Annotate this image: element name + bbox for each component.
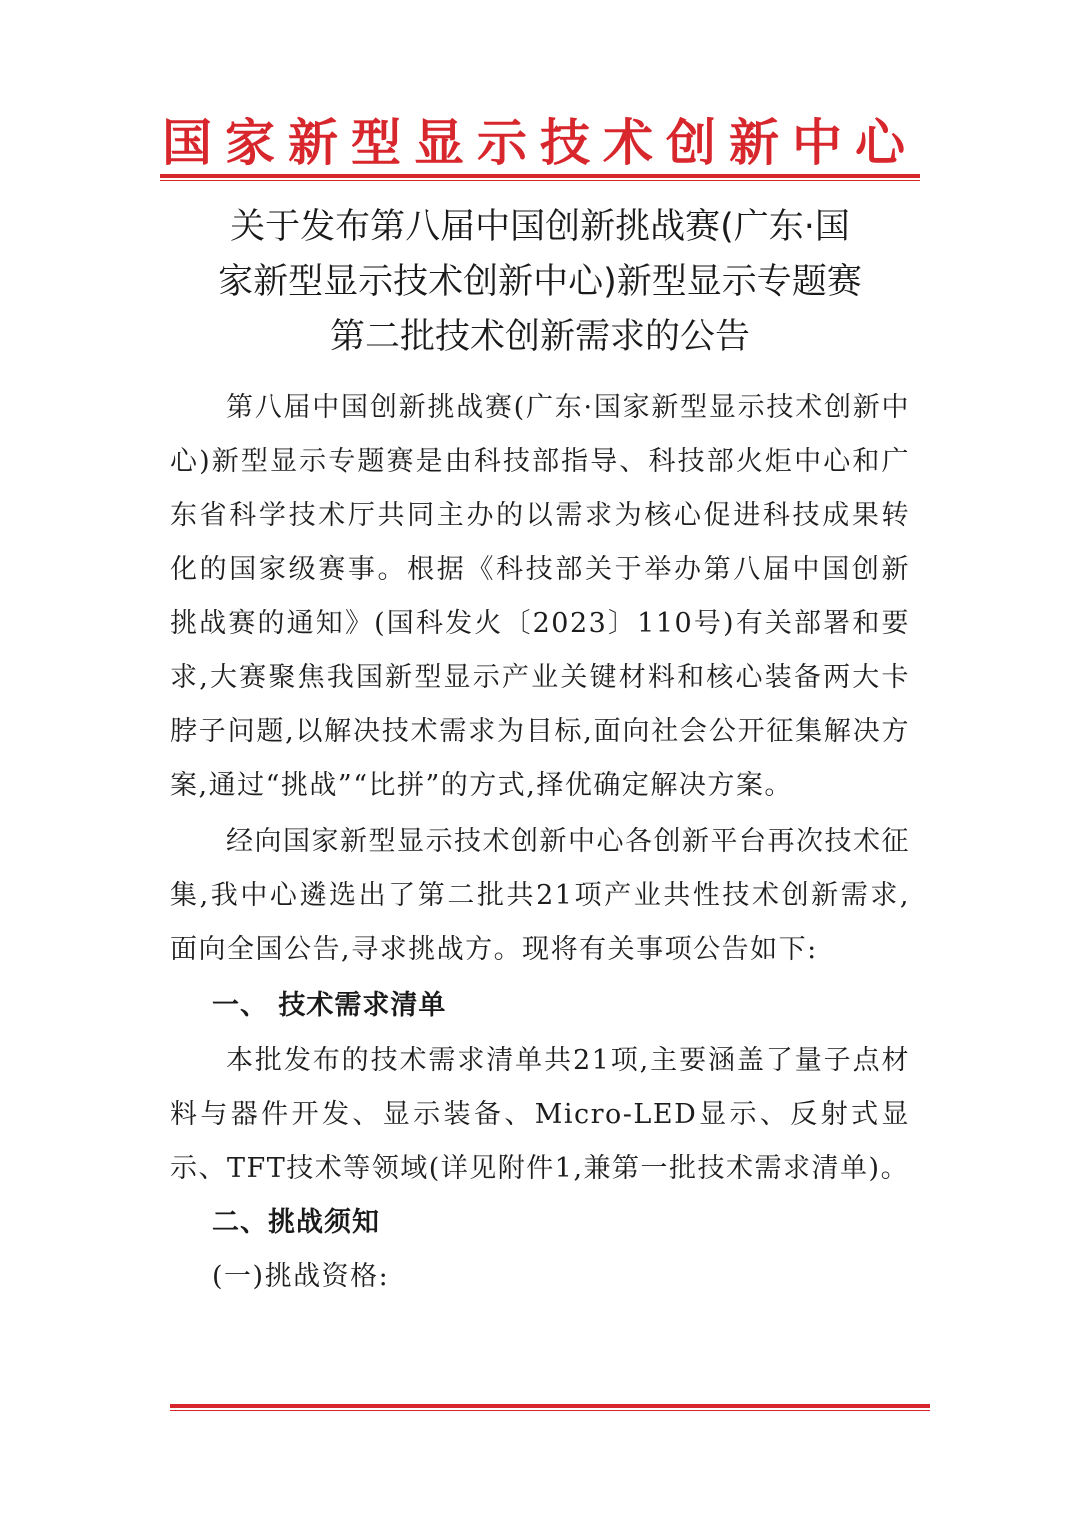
subsection-eligibility: (一)挑战资格:	[212, 1261, 390, 1292]
section-heading-requirements: 一、 技术需求清单	[212, 990, 447, 1021]
masthead-divider	[160, 174, 920, 178]
masthead-divider-thin	[160, 180, 920, 181]
section-heading-notice: 二、挑战须知	[212, 1207, 380, 1238]
paragraph-requirements: 本批发布的技术需求清单共21项,主要涵盖了量子点材料与器件开发、显示装备、Micro-LED显示、反射式显示、TFT技术等领域(详见附件1,兼第一批技术需求清单)。	[170, 1045, 910, 1184]
document-title	[160, 200, 920, 365]
title-line-2: 家新型显示技术创新中心)新型显示专题赛	[218, 262, 862, 302]
title-line-3: 第二批技术创新需求的公告	[329, 317, 750, 357]
footer-divider-thin	[170, 1410, 930, 1411]
footer-divider	[170, 1404, 930, 1408]
paragraph-announcement: 经向国家新型显示技术创新中心各创新平台再次技术征集,我中心遴选出了第二批共21项产业共性技术创新需求,面向全国公告,寻求挑战方。现将有关事项公告如下:	[170, 826, 910, 965]
paragraph-intro: 第八届中国创新挑战赛(广东·国家新型显示技术创新中心)新型显示专题赛是由科技部指导、科技部火炬中心和广东省科学技术厅共同主办的以需求为核心促进科技成果转化的国家级赛事。根据《科技部关于举办第八届中国创新挑战赛的通知》(国科发火〔2023〕110号)有关部署和要求,大赛聚焦我国新型显示产业关键材料和核心装备两大卡脖子问题,以解决技术需求为目标,面向社会公开征集解决方案,通过“挑战”“比拼”的方式,择优确定解决方案。	[170, 392, 910, 801]
masthead-title: 国家新型显示技术创新中心	[162, 114, 918, 172]
title-line-1: 关于发布第八届中国创新挑战赛(广东·国	[230, 207, 850, 247]
